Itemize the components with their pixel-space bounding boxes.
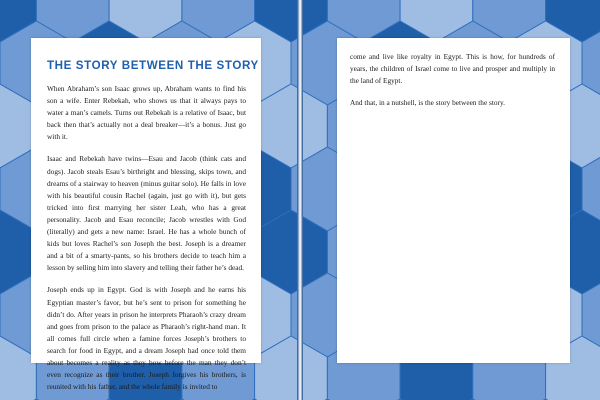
paragraph-closing: And that, in a nutshell, is the story between the story. (350, 98, 505, 108)
paragraph-2: Isaac and Rebekah have twins—Esau and Jacob (think cats and dogs). Jacob steals Esau’s birthright and blessing, skips town, and dreams of a stairway to heaven (minus guitar solo). He falls in love with his beautiful cousin Rachel (again, just go with it), but gets tricked into first marrying her sister Leah, who has a great personality. Jacob and Esau reconcile; Jacob wrestles with God (literally) and gets a new name: Israel. He has a whole bunch of kids but loves Rachel’s son Joseph the best. Joseph is a dreamer and a bit of a smarty-pants, so his brothers decide to teach him a lesson by selling him into slavery and telling their father he’s dead. (47, 154, 246, 273)
chapter-title: THE STORY BETWEEN THE STORY (47, 59, 259, 72)
book-gutter (297, 0, 303, 400)
left-page (31, 38, 261, 392)
paragraph-3: Joseph ends up in Egypt. God is with Joseph and he earns his Egyptian master’s favor, but he’s sent to prison for something he didn’t do. After years in prison he interprets Pharaoh’s crazy dream and goes from prison to the palace as Pharaoh’s right-hand man. It all comes full circle when a famine forces Joseph’s brothers to search for food in Egypt, and a dream Joseph had once told them about becomes a reality as they bow before the man they don’t even recognize as their brother. Joseph forgives his brothers, is reunited with his father, and the whole family is invited to (47, 285, 246, 392)
paragraph-continued: come and live like royalty in Egypt. This is how, for hundreds of years, the children of Israel come to live and prosper and multiply in the land of Egypt. (350, 52, 555, 86)
right-page (337, 38, 570, 363)
paragraph-1: When Abraham’s son Isaac grows up, Abraham wants to find his son a wife. Enter Rebekah, who shows us that it always pays to water a man’s camels. Turns out Rebekah is a relative of Isaac, but back then that’s actually not a deal breaker—it’s a bonus. Just go with it. (47, 84, 246, 142)
